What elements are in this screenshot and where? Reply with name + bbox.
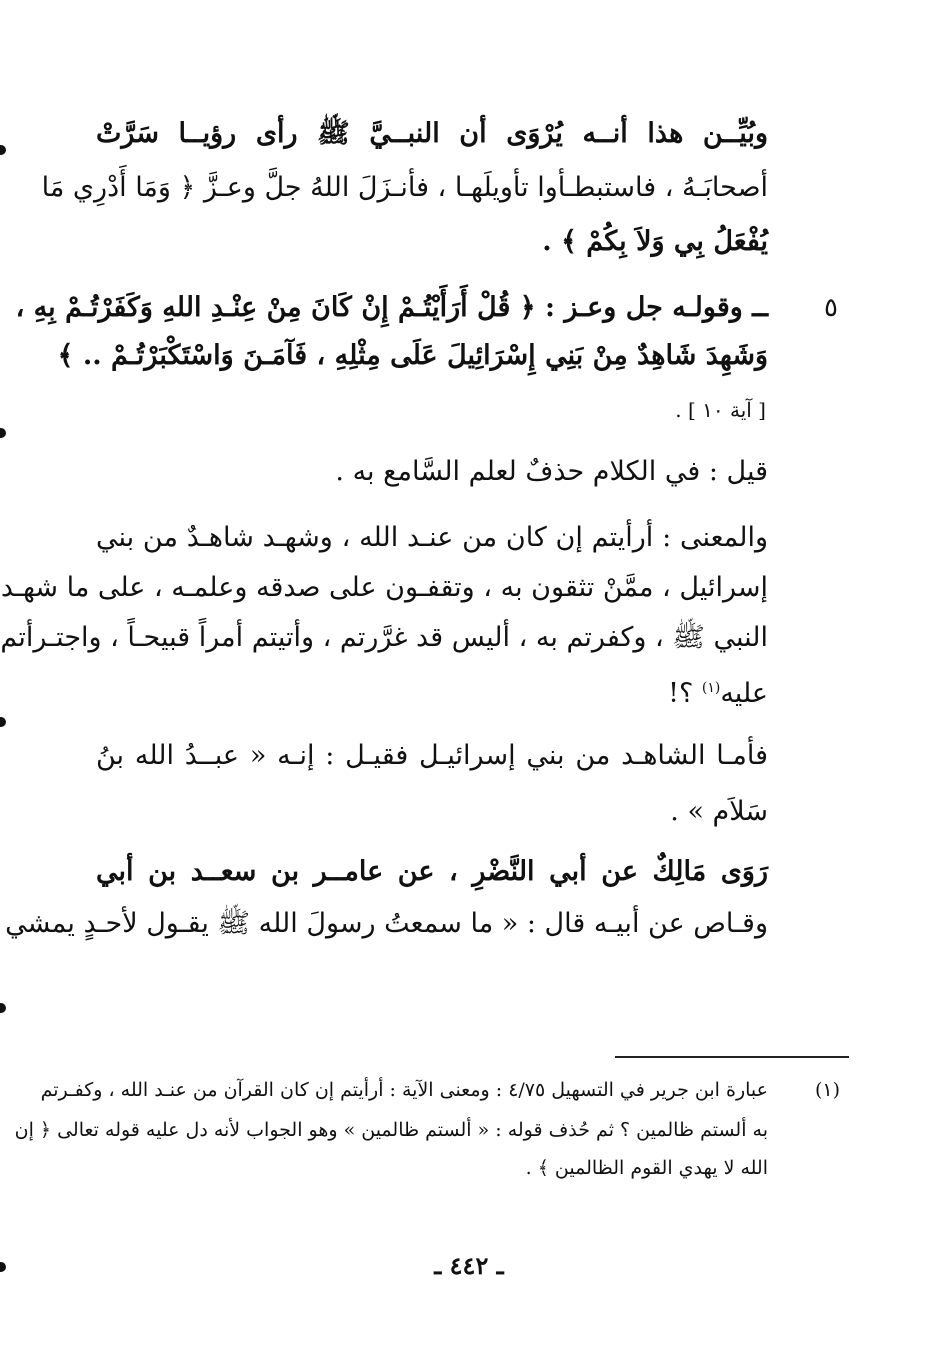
text-line-11: فأمـا الشاهـد من بني إسرائيـل فقيـل : إنـه « عبــدُ الله بنُ [96, 740, 768, 771]
text-line-10-text: عليه [720, 678, 768, 709]
page-number: ـ ٤٤٢ ـ [434, 1251, 504, 1280]
footnote-line-3: الله لا يهدي القوم الظالمين ﴾ . [525, 1157, 768, 1179]
text-line-10-tail: ؟! [668, 678, 702, 709]
footnote-separator [615, 1056, 849, 1058]
text-line-2: أصحابَـهُ ، فاستبطـأوا تأويلَهـا ، فأنـزَلَ اللهُ جلَّ وعـزَّ ﴿ وَمَا أَدْرِي مَا [41, 172, 768, 203]
text-line-1: وبُيِّــن هذا أنــه يُرْوَى أن النبــيَّ ﷺ رأى رؤيــا سَرَّتْ [96, 118, 768, 149]
text-line-9: النبي ﷺ ، وكفرتم به ، أليس قد غرَّرتم ، وأتيتم أمراً قبيحـاً ، واجتـرأتم [0, 622, 768, 653]
text-line-5: وَشَهِدَ شَاهِدٌ مِنْ بَنِي إِسْرَائِيلَ عَلَى مِثْلِهِ ، فَآمَـنَ وَاسْتَكْبَرْتُـمْ .. ﴾ [57, 340, 768, 371]
verse-number: ٥ [824, 293, 838, 323]
footnote-line-2: به ألستم ظالمين ؟ ثم حُذف قوله : « ألستم ظالمين » وهو الجواب لأنه دل عليه قوله تعالى ﴿ إن [14, 1119, 768, 1141]
footnote-marker: (١) [701, 680, 721, 696]
text-line-8: إسرائيل ، ممَّنْ تثقون به ، وتقفـون على صدقه وعلمـه ، على ما شهـد [0, 572, 768, 603]
text-line-3: يُفْعَلُ بِي وَلاَ بِكُمْ ﴾ . [542, 226, 768, 257]
text-line-12: سَلاَم » . [670, 796, 768, 827]
text-line-7: والمعنى : أرأيتم إن كان من عنـد الله ، وشهـد شاهـدٌ من بني [96, 522, 768, 553]
text-line-10 [96, 668, 768, 714]
text-line-14: وقـاص عن أبيـه قال : « ما سمعتُ رسولَ الله ﷺ يقـول لأحـدٍ يمشي [5, 908, 768, 939]
footnote-line-1: عبارة ابن جرير في التسهيل ٤/٧٥ : ومعنى الآية : أرأيتم إن كان القرآن من عنـد الله ، وكفـرتم [40, 1079, 768, 1101]
text-line-6: قيل : في الكلام حذفٌ لعلم السَّامع به . [335, 456, 768, 487]
text-line-13: رَوَى مَالِكٌ عن أبي النَّضْرِ ، عن عامــر بن سعــد بن أبي [96, 856, 768, 887]
verse-reference: [ آية ١٠ ] . [675, 398, 766, 422]
footnote-number: (١) [814, 1079, 840, 1101]
text-line-4: ــ وقولـه جل وعـز : ﴿ قُلْ أَرَأَيْتُـمْ إِنْ كَانَ مِنْ عِنْـدِ اللهِ وَكَفَرْتُـمْ بِهِ ، [15, 292, 768, 323]
